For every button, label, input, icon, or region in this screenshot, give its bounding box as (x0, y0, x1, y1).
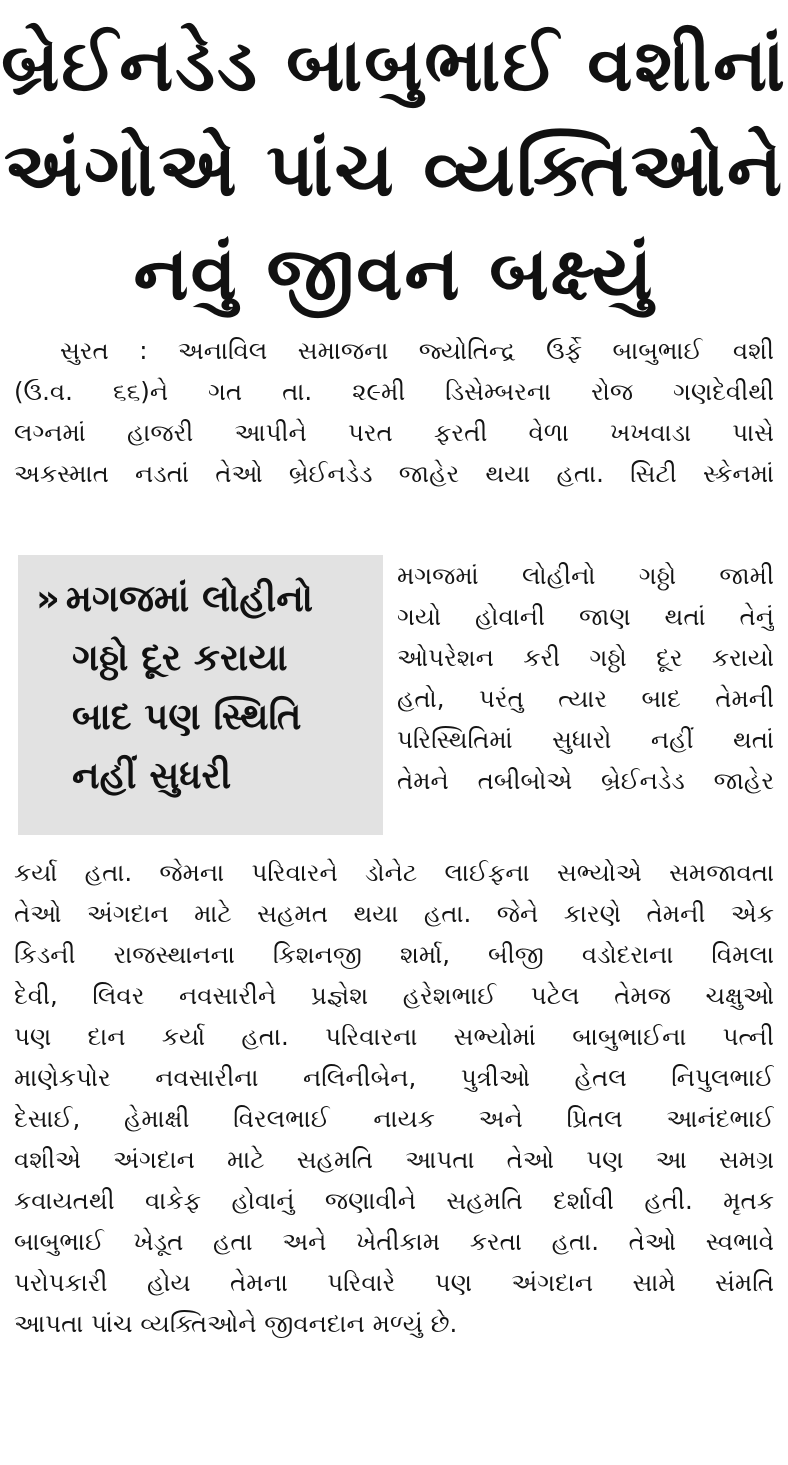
article-line: મગજમાં લોહીનો ગઠ્ઠો જામી (397, 561, 774, 590)
pull-quote-line: બાદ પણ સ્થિતિ (72, 695, 302, 738)
article-line: સુરત : અનાવિલ સમાજના જ્યોતિન્દ્ર ઉર્ફે બાબુભાઈ વશી (60, 336, 774, 365)
article-side-column (397, 555, 774, 801)
article-line: ઓપરેશન કરી ગઠ્ઠો દૂર કરાયો (397, 643, 774, 672)
article-line: ગયો હોવાની જાણ થતાં તેનું (397, 602, 774, 631)
article-line: દેવી, લિવર નવસારીને પ્રજ્ઞેશ હરેશભાઈ પટેલ તેમજ ચક્ષુઓ (14, 981, 774, 1010)
quote-marker-icon: » (36, 577, 60, 620)
article-line: બાબુભાઈ ખેડૂત હતા અને ખેતીકામ કરતા હતા. તેઓ સ્વભાવે (14, 1227, 774, 1256)
article-body (14, 852, 774, 1344)
article-line: પરોપકારી હોય તેમના પરિવારે પણ અંગદાન સામે સંમતિ (14, 1268, 774, 1297)
headline (0, 14, 788, 326)
pull-quote-line: નહીં સુધરી (72, 754, 232, 797)
article-line: કર્યા હતા. જેમના પરિવારને ડોનેટ લાઈફના સભ્યોએ સમજાવતા (14, 858, 774, 887)
pull-quote-box (18, 555, 383, 835)
pull-quote-line: ગઠ્ઠો દૂર કરાયા (72, 636, 288, 679)
article-line: દેસાઈ, હેમાક્ષી વિરલભાઈ નાયક અને પ્રિતલ આનંદભાઈ (14, 1104, 774, 1133)
article-intro (14, 330, 774, 494)
article-line: તેમને તબીબોએ બ્રેઈનડેડ જાહેર (397, 766, 774, 795)
article-line: (ઉ.વ. ૬૬)ને ગત તા. ૨૯મી ડિસેમ્બરના રોજ ગણદેવીથી (14, 377, 774, 406)
article-line: પરિસ્થિતિમાં સુધારો નહીં થતાં (397, 725, 774, 754)
article-line: અકસ્માત નડતાં તેઓ બ્રેઈનડેડ જાહેર થયા હતા. સિટી સ્કેનમાં (14, 459, 774, 488)
pull-quote-line (36, 569, 373, 628)
article-line: લગ્નમાં હાજરી આપીને પરત ફરતી વેળા ખખવાડા પાસે (14, 418, 774, 447)
article-line: કવાયતથી વાકેફ હોવાનું જણાવીને સહમતિ દર્શાવી હતી. મૃતક (14, 1186, 774, 1215)
pull-quote-text: મગજમાં લોહીનો (65, 577, 314, 620)
headline-line: નવું જીવન બક્ષ્યું (133, 231, 655, 317)
article-line: આપતા પાંચ વ્યક્તિઓને જીવનદાન મળ્યું છે. (14, 1309, 458, 1338)
article-line: પણ દાન કર્યા હતા. પરિવારના સભ્યોમાં બાબુભાઈના પત્ની (14, 1022, 774, 1051)
article-line: તેઓ અંગદાન માટે સહમત થયા હતા. જેને કારણે તેમની એક (14, 899, 774, 928)
article-line: વશીએ અંગદાન માટે સહમતિ આપતા તેઓ પણ આ સમગ્ર (14, 1145, 774, 1174)
article-line: કિડની રાજસ્થાનના કિશનજી શર્મા, બીજી વડોદરાના વિમલા (14, 940, 774, 969)
headline-line: અંગોએ પાંચ વ્યક્તિઓને (3, 127, 785, 213)
article-line: માણેકપોર નવસારીના નલિનીબેન, પુત્રીઓ હેતલ નિપુલભાઈ (14, 1063, 774, 1092)
headline-line: બ્રેઈનડેડ બાબુભાઈ વશીનાં (1, 24, 787, 108)
article-line: હતો, પરંતુ ત્યાર બાદ તેમની (397, 684, 774, 713)
